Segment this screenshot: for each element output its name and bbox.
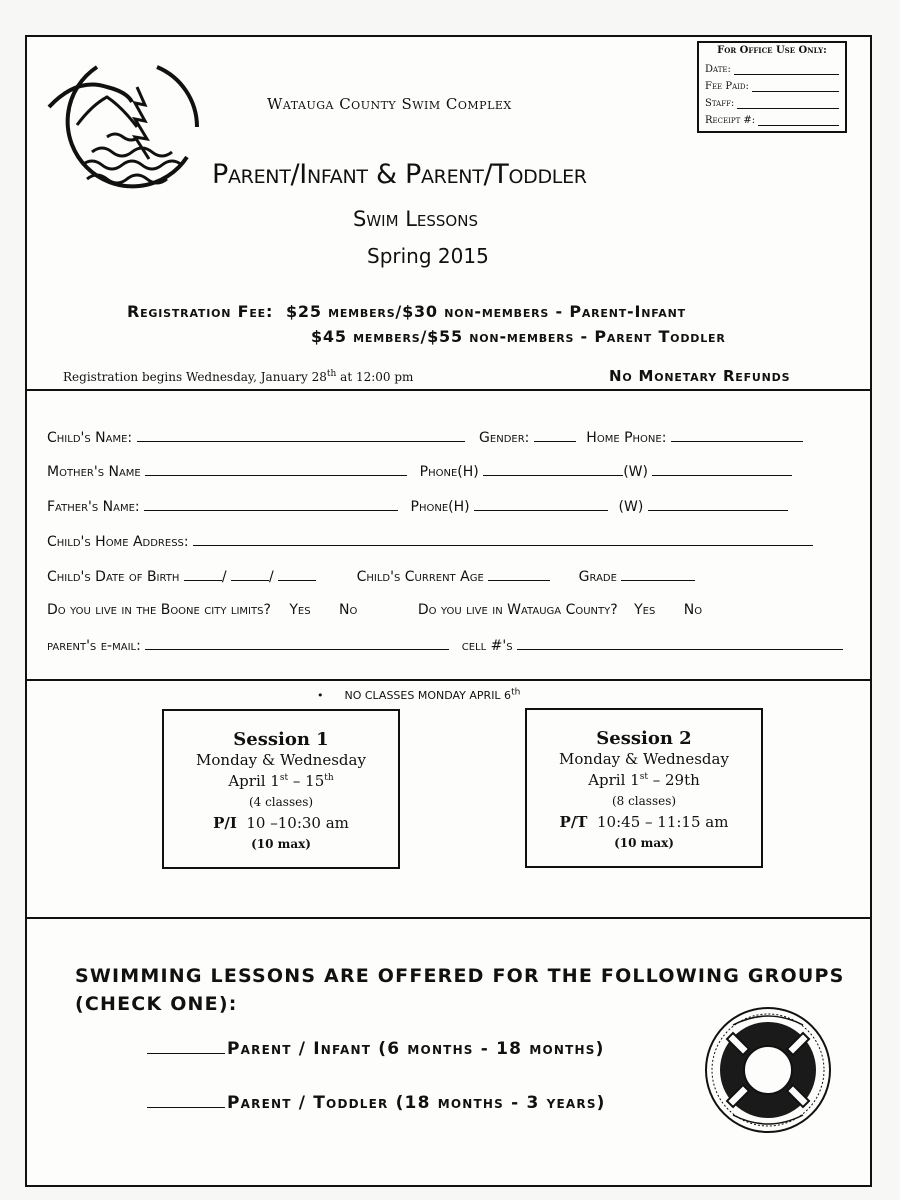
- grade-field[interactable]: [621, 568, 695, 581]
- current-age-field[interactable]: [488, 568, 550, 581]
- organization-name: Watauga County Swim Complex: [267, 95, 512, 113]
- session-time: 10:45 – 11:15 am: [597, 813, 729, 831]
- registration-form-sheet: [25, 35, 872, 1187]
- registration-date: Registration begins Wednesday, January 28: [63, 370, 327, 384]
- group-option-toddler: [147, 1093, 606, 1113]
- toddler-check-field[interactable]: [147, 1093, 225, 1108]
- father-phone-w-field[interactable]: [648, 498, 788, 511]
- dob-month-field[interactable]: [184, 568, 222, 581]
- groups-heading: SWIMMING LESSONS ARE OFFERED FOR THE FOLLOWING GROUPS (CHECK ONE):: [75, 965, 845, 1015]
- office-use-box: [697, 41, 847, 133]
- mother-phone-w-field[interactable]: [652, 463, 792, 476]
- no-classes-notice: [317, 689, 520, 702]
- session-2-box: [525, 708, 763, 868]
- row-mother: [47, 463, 792, 480]
- session-days: Monday & Wednesday: [196, 751, 366, 769]
- session-max: (10 max): [614, 836, 674, 850]
- childs-name-field[interactable]: [137, 429, 465, 442]
- boone-question: Do you live in the Boone city limits?: [47, 602, 271, 618]
- session-max: (10 max): [251, 837, 311, 851]
- row-child-name: [47, 429, 803, 446]
- office-field-receipt[interactable]: [705, 109, 839, 126]
- office-field-label: Fee Paid:: [705, 81, 749, 92]
- row-father: [47, 498, 788, 515]
- session-days: Monday & Wednesday: [559, 750, 729, 768]
- office-field-fee-paid[interactable]: [705, 75, 839, 92]
- group-option-infant: [147, 1039, 605, 1059]
- session-classes: (4 classes): [248, 795, 314, 809]
- row-contact: [47, 637, 843, 654]
- father-phone-w-label: (W): [618, 499, 644, 515]
- swim-complex-logo: [37, 47, 207, 197]
- date-end: – 29th: [647, 771, 700, 789]
- bullet: •: [317, 689, 324, 702]
- watauga-no-option[interactable]: No: [683, 602, 703, 618]
- section-divider: [27, 679, 870, 681]
- session-classes: (8 classes): [611, 794, 677, 808]
- form-title: Parent/Infant & Parent/Toddler: [212, 159, 587, 190]
- row-birth-age-grade: Child's Date of Birth / / Child's Current Age Grade: [47, 568, 695, 585]
- section-divider: [27, 917, 870, 919]
- office-field-label: Date:: [705, 64, 731, 75]
- form-subtitle: Swim Lessons: [353, 207, 478, 231]
- gender-field[interactable]: [534, 429, 576, 442]
- fathers-name-label: Father's Name:: [47, 499, 140, 515]
- session-name: Session 2: [596, 728, 692, 749]
- watauga-yes-option[interactable]: Yes: [634, 602, 656, 618]
- date-of-birth-label: Child's Date of Birth: [47, 569, 180, 585]
- home-phone-label: Home Phone:: [586, 430, 667, 446]
- infant-check-field[interactable]: [147, 1039, 225, 1054]
- office-use-title: For Office Use Only:: [717, 45, 827, 56]
- group-code: P/I: [213, 814, 237, 832]
- session-name: Session 1: [233, 729, 329, 750]
- office-field-label: Staff:: [705, 98, 735, 109]
- office-field-staff[interactable]: [705, 92, 839, 109]
- group-option-label: Parent / Infant (6 months - 18 months): [227, 1039, 605, 1059]
- row-residency: [47, 602, 702, 618]
- group-code: P/T: [559, 813, 588, 831]
- home-address-field[interactable]: [193, 533, 813, 546]
- session-dates: [164, 771, 398, 792]
- session-1-box: [162, 709, 400, 869]
- no-refunds-notice: No Monetary Refunds: [609, 367, 791, 385]
- dob-year-field[interactable]: [278, 568, 316, 581]
- mother-phone-h-field[interactable]: [483, 463, 623, 476]
- dob-day-field[interactable]: [231, 568, 269, 581]
- session-time-row: [527, 812, 761, 833]
- row-address: [47, 533, 813, 550]
- date-suffix: st: [279, 773, 289, 783]
- cell-label: cell #'s: [461, 638, 513, 654]
- date-suffix: st: [639, 772, 648, 782]
- date-start: April 1: [588, 771, 640, 789]
- registration-begins: [63, 370, 413, 384]
- mother-phone-w-label: (W): [623, 464, 648, 480]
- date-start: April 1: [228, 772, 280, 790]
- registration-time: at 12:00 pm: [340, 370, 414, 384]
- father-phone-h-field[interactable]: [474, 498, 608, 511]
- parent-email-field[interactable]: [145, 637, 449, 650]
- life-ring-icon: [703, 1005, 833, 1135]
- no-classes-text: NO CLASSES MONDAY APRIL 6: [344, 689, 512, 702]
- session-time: 10 –10:30 am: [246, 814, 349, 832]
- boone-yes-option[interactable]: Yes: [289, 602, 311, 618]
- group-option-label: Parent / Toddler (18 months - 3 years): [227, 1093, 606, 1113]
- fee-line-1: $25 members/$30 non-members - Parent-Infant: [285, 302, 686, 321]
- mothers-name-field[interactable]: [145, 463, 407, 476]
- grade-label: Grade: [578, 569, 617, 585]
- watauga-question: Do you live in Watauga County?: [417, 602, 618, 618]
- father-phone-h-label: Phone(H): [410, 499, 470, 515]
- session-dates: [527, 770, 761, 791]
- office-field-label: Receipt #:: [705, 115, 756, 126]
- office-field-date[interactable]: [705, 58, 839, 75]
- no-classes-suffix: th: [511, 687, 521, 698]
- fee-label: Registration Fee:: [127, 302, 274, 321]
- date-end: – 15: [288, 772, 325, 790]
- mother-phone-h-label: Phone(H): [419, 464, 479, 480]
- season-label: Spring 2015: [367, 244, 489, 268]
- section-divider: [27, 389, 870, 391]
- mothers-name-label: Mother's Name: [47, 464, 141, 480]
- parent-email-label: parent's e-mail:: [47, 638, 141, 654]
- registration-fee: [127, 299, 726, 349]
- cell-field[interactable]: [517, 637, 843, 650]
- fee-line-2: $45 members/$55 non-members - Parent Toddler: [311, 327, 726, 346]
- current-age-label: Child's Current Age: [356, 569, 484, 585]
- date-suffix: th: [326, 369, 337, 379]
- fathers-name-field[interactable]: [144, 498, 398, 511]
- home-address-label: Child's Home Address:: [47, 534, 189, 550]
- home-phone-field[interactable]: [671, 429, 803, 442]
- boone-no-option[interactable]: No: [339, 602, 358, 618]
- date-suffix: th: [324, 773, 334, 783]
- session-time-row: [164, 813, 398, 834]
- childs-name-label: Child's Name:: [47, 430, 133, 446]
- gender-label: Gender:: [479, 430, 530, 446]
